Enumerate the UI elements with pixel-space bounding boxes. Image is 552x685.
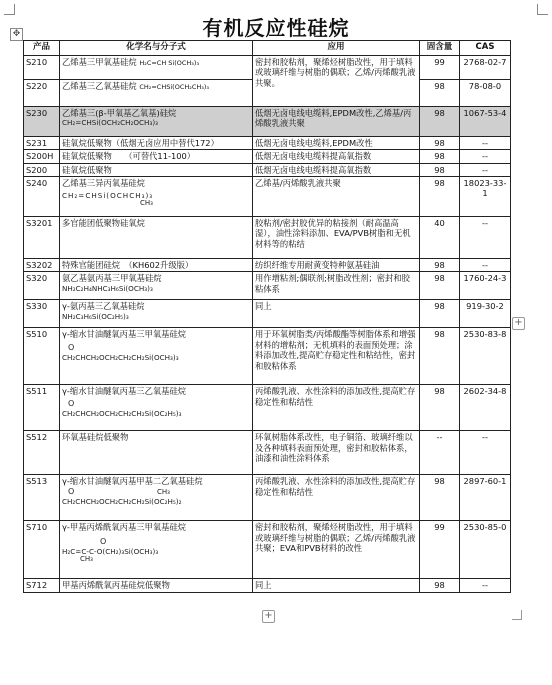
- product-code: S200: [24, 163, 60, 176]
- table-row: [24, 431, 511, 475]
- product-code: S3202: [24, 259, 60, 272]
- cas-number: 2768-02-7: [460, 56, 511, 80]
- table-row: [24, 217, 511, 259]
- add-column-plus-icon[interactable]: +: [512, 317, 525, 330]
- application: 密封和胶粘剂，聚烯烃树脂改性，用于填料或玻璃纤维与树脂的偶联；乙烯/丙烯酸乳液共聚；EVA和PVB材料的改性: [253, 521, 420, 579]
- formula: CH₂CHCH₂OCH₂CH₂CH₂Si(OC₂H₅)₃: [62, 408, 182, 418]
- formula-substituent: CH₃: [157, 487, 170, 496]
- table-row: [24, 385, 511, 431]
- table-row: [24, 150, 511, 163]
- table-header-row: [24, 41, 511, 56]
- epoxide-ring-icon: O: [68, 342, 75, 352]
- chemical-name: 乙烯基三异丙氧基硅烷: [62, 178, 145, 189]
- cas-number: --: [460, 217, 511, 259]
- solid-content: 98: [420, 300, 460, 328]
- solid-content: 98: [420, 150, 460, 163]
- cas-number: 1067-53-4: [460, 107, 511, 137]
- cas-number: --: [460, 163, 511, 176]
- table-row: [24, 272, 511, 300]
- chemical-name-cell: [60, 300, 253, 328]
- application: 低烟无卤电线电缆料提高氧指数: [253, 163, 420, 176]
- table-row-highlighted: [24, 107, 511, 137]
- solid-content: 98: [420, 177, 460, 217]
- solid-content: 98: [420, 80, 460, 107]
- cas-number: --: [460, 150, 511, 163]
- cas-number: 78-08-0: [460, 80, 511, 107]
- chemical-name: 乙烯基三甲氧基硅烷: [62, 57, 137, 67]
- chemical-name: 环氧基硅烷低聚物: [60, 431, 253, 475]
- cas-number: 2897-60-1: [460, 475, 511, 521]
- header-product: 产品: [24, 41, 60, 56]
- application: 胶粘剂/密封胶优异的粘接剂（耐高温高湿），油性涂料添加、EVA/PVB树脂和无机材料等的粘结: [253, 217, 420, 259]
- product-code: S230: [24, 107, 60, 137]
- chemical-name-cell: [60, 385, 253, 431]
- application: 同上: [253, 300, 420, 328]
- formula: CH₂=CHSi(OCH₂CH₃)₃: [139, 83, 210, 91]
- formula: CH₂CHCH₂OCH₂CH₂CH₂Si(OC₂H₅)₂: [62, 497, 182, 507]
- product-code: S710: [24, 521, 60, 579]
- cas-number: --: [460, 431, 511, 475]
- table-row: [24, 521, 511, 579]
- product-code: S330: [24, 300, 60, 328]
- solid-content: 99: [420, 56, 460, 80]
- cas-number: 2530-83-8: [460, 328, 511, 385]
- application: 低烟无卤电线电缆料,EPDM改性,乙烯基/丙烯酸乳液共聚: [253, 107, 420, 137]
- product-code: S220: [24, 80, 60, 107]
- cas-number: 2530-85-0: [460, 521, 511, 579]
- chemical-name: 硅氧烷低聚物 （可替代11-100）: [60, 150, 253, 163]
- table-row: [24, 475, 511, 521]
- solid-content: 98: [420, 137, 460, 150]
- formula: H₂C=C-C-O(CH₂)₃Si(OCH₃)₃: [62, 546, 159, 556]
- cas-number: --: [460, 259, 511, 272]
- chemical-name: 硅氧烷低聚物（低烟无卤应用中替代172）: [60, 137, 253, 150]
- product-code: S3201: [24, 217, 60, 259]
- table-row: [24, 259, 511, 272]
- formula: CH₂CHCH₂OCH₂CH₂CH₂Si(OCH₃)₃: [62, 352, 179, 362]
- application: 用作增粘剂;偶联剂;树脂改性剂；密封和胶粘体系: [253, 272, 420, 300]
- product-code: S712: [24, 579, 60, 592]
- cas-number: --: [460, 137, 511, 150]
- cas-number: 18023-33-1: [460, 177, 511, 217]
- header-cas: CAS: [460, 41, 511, 56]
- solid-content: 98: [420, 259, 460, 272]
- chemical-name: γ-甲基丙烯酰氧丙基三甲氧基硅烷: [62, 522, 187, 533]
- chemical-name-cell: [60, 272, 253, 300]
- solid-content: 40: [420, 217, 460, 259]
- solid-content: 98: [420, 328, 460, 385]
- application: 低烟无卤电线电缆料提高氧指数: [253, 150, 420, 163]
- application: 丙烯酸乳液、水性涂料的添加改性,提高贮存稳定性和粘结性: [253, 475, 420, 521]
- product-code: S512: [24, 431, 60, 475]
- chemical-name: 多官能团低聚物硅氧烷: [60, 217, 253, 259]
- solid-content: 98: [420, 107, 460, 137]
- chemical-name: 特殊官能团硅烷 （KH602升级版）: [60, 259, 253, 272]
- product-code: S513: [24, 475, 60, 521]
- table-row: [24, 163, 511, 176]
- table-move-handle-icon[interactable]: ✥: [10, 28, 23, 41]
- chemical-name: γ-缩水甘油醚氧丙基甲基二乙氧基硅烷: [62, 476, 203, 487]
- add-row-plus-icon[interactable]: +: [262, 610, 275, 623]
- table-row: [24, 579, 511, 592]
- product-code: S511: [24, 385, 60, 431]
- product-code: S210: [24, 56, 60, 80]
- solid-content: 99: [420, 521, 460, 579]
- silane-table: [23, 40, 511, 593]
- chemical-name: 甲基丙烯酰氧丙基硅烷低聚物: [60, 579, 253, 592]
- solid-content: 98: [420, 579, 460, 592]
- chemical-name: 乙烯基三(β-甲氧基乙氧基)硅烷: [62, 108, 177, 118]
- application: 纺织纤维专用耐黄变特种氨基硅油: [253, 259, 420, 272]
- cas-number: 1760-24-3: [460, 272, 511, 300]
- product-code: S200H: [24, 150, 60, 163]
- formula: CH₂=CHSi(OCH₂CH₂OCH₃)₃: [62, 118, 159, 128]
- formula: H₂C=CH Si(OCH₃)₃: [139, 59, 200, 67]
- formula-substituent: CH₃: [140, 199, 153, 208]
- header-name: 化学名与分子式: [60, 41, 253, 56]
- cas-number: --: [460, 579, 511, 592]
- application: 乙烯基/丙烯酸乳液共聚: [253, 177, 420, 217]
- product-code: S240: [24, 177, 60, 217]
- table-row: [24, 300, 511, 328]
- cas-number: 919-30-2: [460, 300, 511, 328]
- chemical-name-cell: [60, 107, 253, 137]
- product-code: S231: [24, 137, 60, 150]
- product-code: S320: [24, 272, 60, 300]
- epoxide-ring-icon: O: [68, 487, 75, 497]
- table-row: [24, 56, 511, 80]
- solid-content: 98: [420, 475, 460, 521]
- application: 环氧树脂体系改性，电子铜箔、玻璃纤维以及各种填料表面预处理，密封和胶粘体系，油漆和油性涂料体系: [253, 431, 420, 475]
- chemical-name-cell: [60, 328, 253, 385]
- chemical-name-cell: [60, 475, 253, 521]
- chemical-name-cell: [60, 521, 253, 579]
- application: 密封和胶粘剂，聚烯烃树脂改性，用于填料或玻璃纤维与树脂的偶联；乙烯/丙烯酸乳液共聚。: [253, 56, 420, 107]
- carbonyl-oxygen-icon: O: [100, 536, 107, 546]
- table-row: [24, 137, 511, 150]
- chemical-name: γ-缩水甘油醚氧丙基三甲氧基硅烷: [62, 329, 187, 340]
- application: 同上: [253, 579, 420, 592]
- solid-content: 98: [420, 163, 460, 176]
- chemical-name: γ-缩水甘油醚氧丙基三乙氧基硅烷: [62, 386, 187, 397]
- chemical-name: 氨乙基氨丙基三甲氧基硅烷: [62, 273, 162, 284]
- document-title: 有机反应性硅烷: [202, 16, 350, 40]
- chemical-name: 乙烯基三乙氧基硅烷: [62, 81, 137, 91]
- application: 用于环氧树脂类/丙烯酸酯等树脂体系和增强材料的增粘剂；无机填料的表面预处理；涂料添加改性,提高贮存稳定性和粘结性，密封和胶粘体系: [253, 328, 420, 385]
- chemical-name: 硅氧烷低聚物: [60, 163, 253, 176]
- chemical-name-cell: [60, 56, 253, 80]
- chemical-name: γ-氨丙基三乙氧基硅烷: [62, 301, 145, 312]
- solid-content: --: [420, 431, 460, 475]
- application: 低烟无卤电线电缆料,EPDM改性: [253, 137, 420, 150]
- formula-substituent: CH₃: [80, 554, 93, 563]
- application: 丙烯酸乳液、水性涂料的添加改性,提高贮存稳定性和粘结性: [253, 385, 420, 431]
- solid-content: 98: [420, 272, 460, 300]
- table-resize-handle-icon[interactable]: [512, 610, 522, 620]
- header-solid-content: 固含量: [420, 41, 460, 56]
- chemical-name-cell: [60, 80, 253, 107]
- formula: NH₂C₂H₄NHC₃H₆Si(OCH₃)₃: [62, 283, 153, 293]
- epoxide-ring-icon: O: [68, 398, 75, 408]
- solid-content: 98: [420, 385, 460, 431]
- formula: NH₂C₃H₆Si(OC₂H₅)₃: [62, 311, 129, 321]
- chemical-name-cell: [60, 177, 253, 217]
- cas-number: 2602-34-8: [460, 385, 511, 431]
- table-row: [24, 177, 511, 217]
- product-code: S510: [24, 328, 60, 385]
- table-row: [24, 328, 511, 385]
- formula: CH₂=CHSi(OCHCH₃)₃: [62, 191, 154, 201]
- header-application: 应用: [253, 41, 420, 56]
